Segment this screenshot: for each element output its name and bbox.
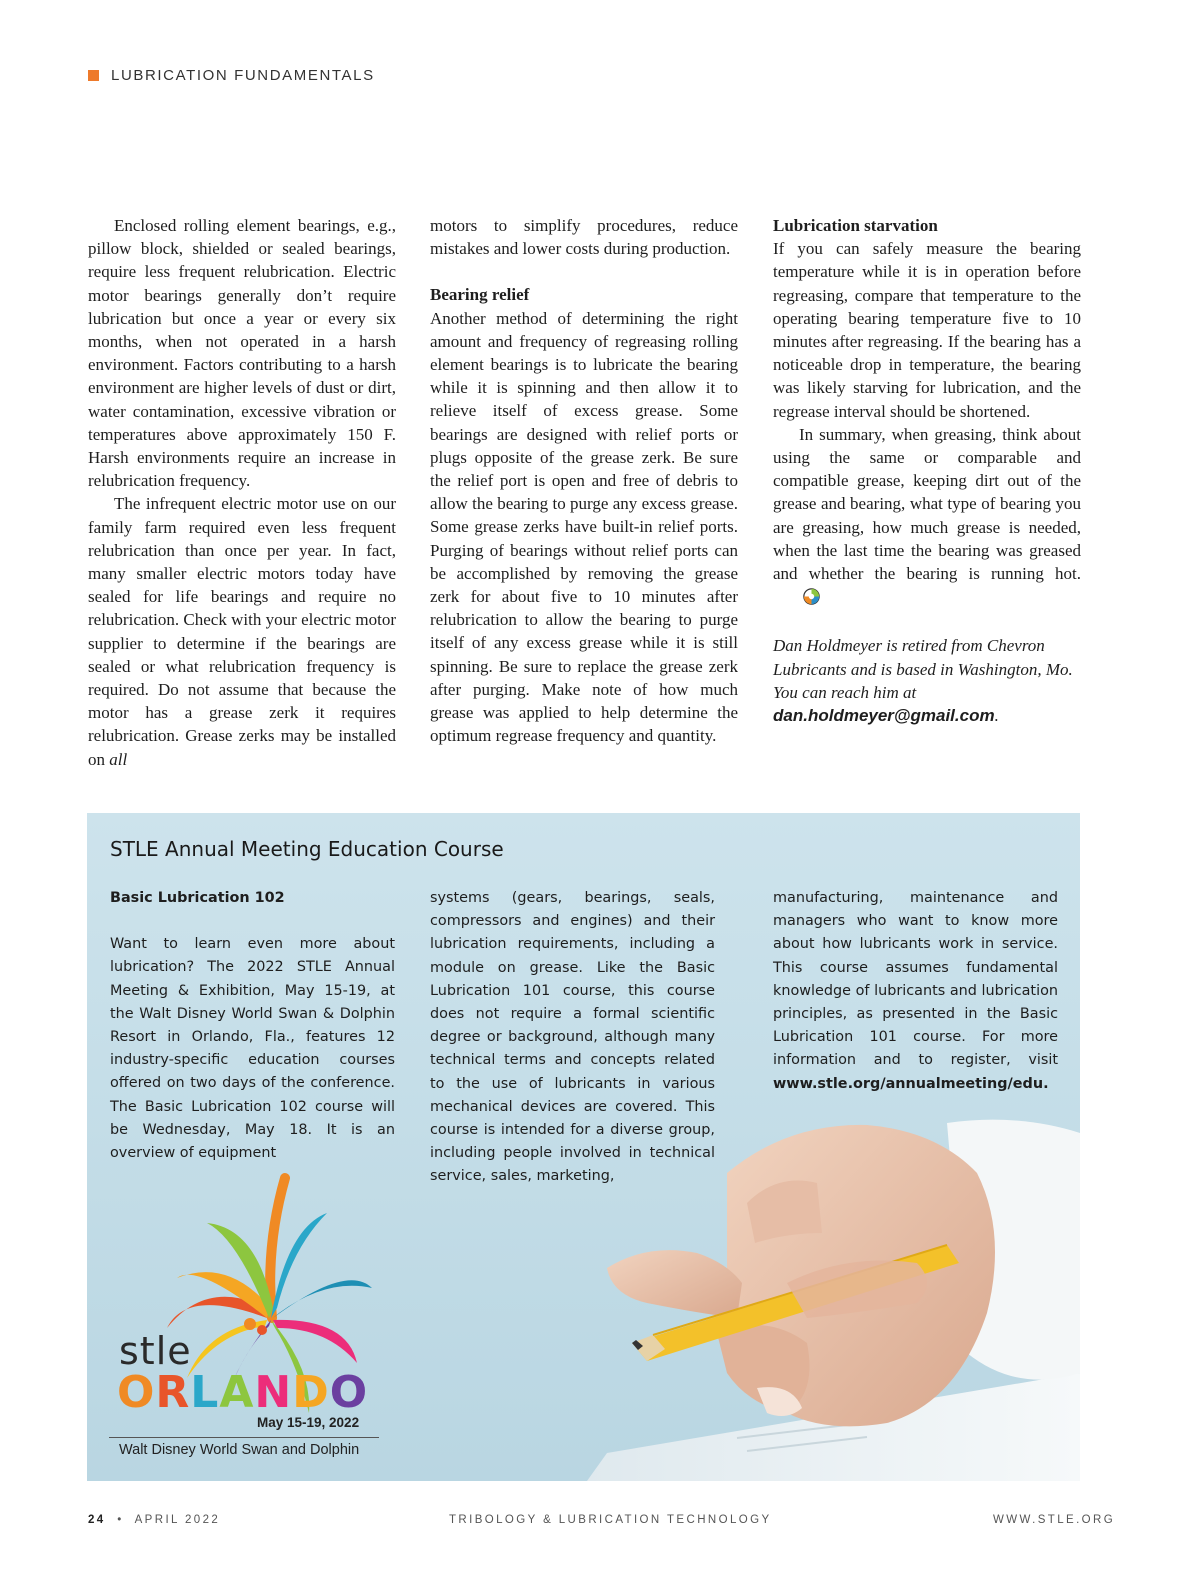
education-course-box — [87, 813, 1080, 1481]
logo-divider — [109, 1437, 379, 1438]
article-column-1 — [88, 214, 396, 771]
course-column-2 — [430, 887, 715, 1189]
article-paragraph: If you can safely measure the bearing temperature while it is in operation before regreasing, compare that temperature to the operating bearing temperature five to 10 minutes after regreasing. If the bearing has a noticeable drop in temperature, the bearing was likely starving for lubrication, and the regrease interval should be shortened. — [773, 239, 1081, 421]
logo-letter: N — [254, 1367, 293, 1418]
author-email-link[interactable]: dan.holdmeyer@gmail.com — [773, 706, 995, 726]
page-number: 24 — [88, 1514, 106, 1526]
article-paragraph: Enclosed rolling element bearings, e.g., pillow block, shielded or sealed bearings, require less frequent relubrication. Electric motor bearings generally don’t require lubrication but once a year or every six months, when not operated in a harsh environment. Factors contributing to a harsh environment are higher levels of dust or dirt, water contamination, excessive vibration or temperatures above approximately 150 F. Harsh environments require an increase in relubrication frequency. — [88, 216, 396, 491]
course-name: Basic Lubrication 102 — [110, 890, 285, 906]
palm-tree-logo-icon — [87, 1168, 387, 1481]
course-paragraph: systems (gears, bearings, seals, compressors and engines) and their lubrication requirements, including a module on grease. Like the Basic Lubrication 101 course, this course does not require a formal scientific degree or background, although many technical terms and concepts related to the use of lubricants in various mechanical devices are covered. This course is intended for a diverse group, including people involved in technical service, sales, marketing, — [430, 890, 715, 1185]
logo-letter: L — [190, 1367, 220, 1418]
footer-separator: • — [117, 1514, 124, 1526]
logo-stle-text: stle — [119, 1329, 192, 1373]
article-paragraph: Another method of determining the right amount and frequency of regreasing rolling element bearings is to lubricate the bearing while it is spinning and then allow it to relieve itself of excess grease. Some bearings are designed with relief ports or plugs opposite of the grease zerk. Be sure the relief port is open and free of debris to allow the bearing to purge any excess grease. Some grease zerks have built-in relief ports. Purging of bearings without relief ports can be accomplished by removing the grease zerk for about five to 10 minutes after relubrication to allow the bearing to purge itself of any excess grease while it is still spinning. Be sure to replace the grease zerk after purging. Make note of how much grease was applied to help determine the optimum regrease frequency and quantity. — [430, 308, 738, 746]
publication-name: TRIBOLOGY & LUBRICATION TECHNOLOGY — [449, 1514, 772, 1526]
course-paragraph: manufacturing, maintenance and managers who want to know more about how lubricants work in service. This course assumes fundamental knowledge of lubricants and lubrication principles, as presented in the Basic Lubrication 101 course. For more information and to register, visit www.stle.org/annualmeeting/edu. — [773, 890, 1058, 1092]
event-date: May 15-19, 2022 — [257, 1415, 360, 1430]
section-title: LUBRICATION FUNDAMENTALS — [111, 66, 375, 84]
course-url-link[interactable]: www.stle.org/annualmeeting/edu — [773, 1075, 1044, 1092]
logo-letter: O — [117, 1367, 156, 1418]
logo-letter: O — [329, 1367, 369, 1418]
subheading-lubrication-starvation: Lubrication starvation — [773, 216, 938, 235]
article-column-3 — [773, 214, 1081, 727]
footer-left — [88, 1514, 220, 1526]
course-column-1 — [110, 887, 395, 1165]
website: WWW.STLE.ORG — [993, 1514, 1116, 1526]
logo-letter: R — [155, 1367, 191, 1418]
subheading-bearing-relief: Bearing relief — [430, 285, 530, 305]
logo-orlando-text — [117, 1367, 368, 1418]
author-bio: Dan Holdmeyer is retired from Chevron Lubricants and is based in Washington, Mo. You can reach him at dan.holdmeyer@gmail.com. — [773, 636, 1073, 726]
section-header — [88, 66, 375, 84]
article-column-2 — [430, 214, 738, 747]
section-marker — [88, 70, 99, 81]
course-column-3 — [773, 887, 1058, 1096]
article-paragraph: The infrequent electric motor use on our family farm required even less frequent relubrication than once per year. In fact, many smaller electric motors today have sealed for life bearings and require no relubrication. Check with your electric motor supplier to determine if the bearings are sealed or what relubrication frequency is required. Do not assume that because the motor has a grease zerk it requires relubrication. Grease zerks may be installed on all — [88, 494, 396, 769]
end-mark-icon — [777, 588, 820, 611]
article-paragraph: motors to simplify procedures, reduce mistakes and lower costs during production. — [430, 216, 738, 259]
event-venue: Walt Disney World Swan and Dolphin — [119, 1442, 360, 1458]
logo-letter: A — [219, 1367, 255, 1418]
emphasis: all — [109, 749, 128, 769]
logo-letter: D — [292, 1367, 330, 1418]
issue-date: APRIL 2022 — [134, 1514, 221, 1526]
course-paragraph: Want to learn even more about lubrication? The 2022 STLE Annual Meeting & Exhibition, May 15-19, at the Walt Disney World Swan & Dolphin Resort in Orlando, Fla., features 12 industry-specific education courses offered on two days of the conference. The Basic Lubrication 102 course will be Wednesday, May 18. It is an overview of equipment — [110, 936, 395, 1162]
course-box-title: STLE Annual Meeting Education Course — [110, 837, 504, 861]
article-paragraph: In summary, when greasing, think about using the same or comparable and compatible grease, keeping dirt out of the grease and bearing, what type of bearing you are greasing, how much grease is needed, when the last time the bearing was greased and whether the bearing is running hot. — [773, 423, 1081, 612]
